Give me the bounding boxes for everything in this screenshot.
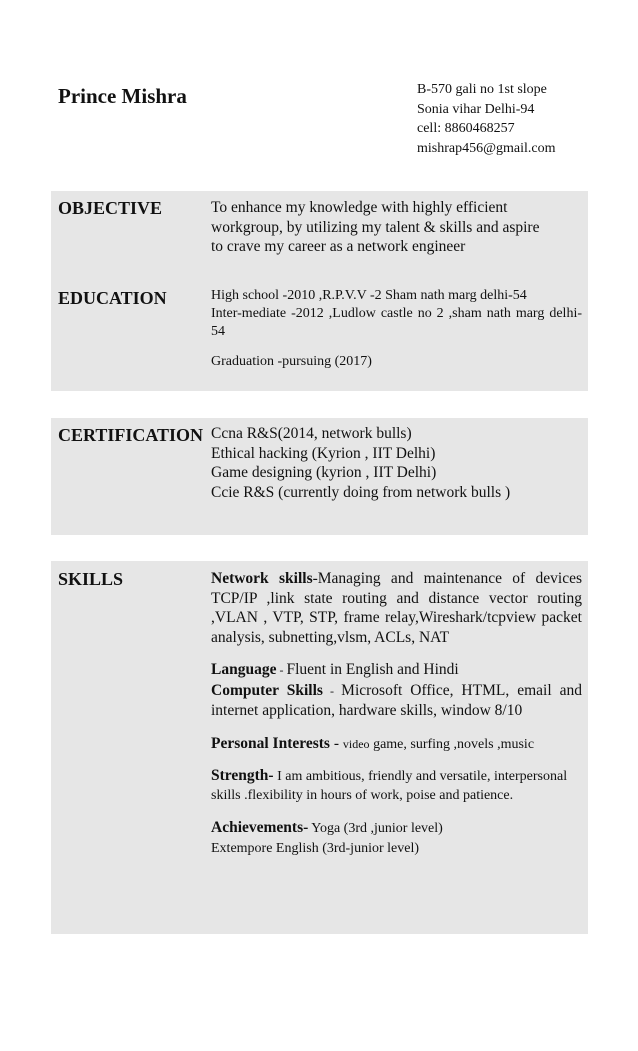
skills-panel — [51, 561, 588, 934]
certification-list — [211, 424, 582, 502]
certification-item: Ccie R&S (currently doing from network bulls ) — [211, 483, 511, 501]
strength — [211, 767, 582, 805]
achievements-label: Achievements- — [211, 819, 309, 836]
computer-skills-label: Computer Skills — [211, 681, 323, 699]
achievements-text: Yoga (3rd ,junior level) — [308, 821, 443, 836]
certification-item: Ethical hacking (Kyrion , IIT Delhi) — [211, 444, 436, 462]
skills-heading: SKILLS — [58, 569, 124, 589]
candidate-name: Prince Mishra — [58, 84, 187, 108]
email: mishrap456@gmail.com — [417, 140, 556, 156]
objective-line: workgroup, by utilizing my talent & skills and aspire — [211, 218, 540, 236]
contact-block — [417, 80, 555, 158]
network-skills-text: -Managing and maintenance of devices TCP/IP ,link state routing and distance vector routing ,VLAN , VTP, STP, frame relay,Wireshark/tcpview packet analysis, subnetting,vlsm, ACLs, NAT — [211, 570, 582, 646]
certification-item: Ccna R&S(2014, network bulls) — [211, 425, 412, 442]
network-skills — [211, 569, 582, 647]
skills-content — [211, 569, 582, 858]
education-school: High school -2010 ,R.P.V.V -2 Sham nath marg delhi-54 — [211, 288, 527, 303]
language-label: Language — [211, 661, 277, 678]
language-text: Fluent in English and Hindi — [286, 661, 459, 678]
achievements-line-2: Extempore English (3rd-junior level) — [211, 840, 419, 856]
address-line-1: B-570 gali no 1st slope — [417, 82, 547, 97]
education-text — [211, 287, 582, 371]
objective-heading: OBJECTIVE — [58, 198, 163, 218]
education-intermediate: Inter-mediate -2012 ,Ludlow castle no 2 ,sham nath marg delhi-54 — [211, 306, 582, 339]
objective-text — [211, 198, 582, 257]
computer-skills-text: Microsoft Office, HTML, email and internet application, hardware skills, window 8/10 — [211, 681, 583, 719]
achievements — [211, 818, 582, 858]
personal-interests: Personal Interests - video game, surfing ,novels ,music — [211, 734, 535, 752]
objective-line: to crave my career as a network engineer — [211, 238, 466, 255]
education-graduation: Graduation -pursuing (2017) — [211, 354, 372, 369]
interests-text: game, surfing ,novels ,music — [369, 736, 535, 752]
strength-text: I am ambitious, friendly and versatile, interpersonal skills .flexibility in hours of work, poise and patience. — [211, 769, 568, 803]
network-skills-label: Network skills — [211, 570, 313, 587]
certification-heading: CERTIFICATION — [58, 425, 204, 445]
objective-line: To enhance my knowledge with highly efficient — [211, 199, 508, 216]
objective-education-panel — [51, 191, 588, 391]
language-skill: Language - Fluent in English and Hindi — [211, 661, 459, 678]
strength-label: Strength- — [211, 767, 274, 784]
education-heading: EDUCATION — [58, 288, 167, 308]
phone: cell: 8860468257 — [417, 121, 515, 136]
certification-panel — [51, 418, 588, 535]
language-computer-skills — [211, 660, 582, 721]
computer-skill: Computer Skills - Microsoft Office, HTML, email and internet application, hardware skills, window 8/10 — [211, 681, 583, 719]
interests-label: Personal Interests — [211, 734, 330, 752]
certification-item: Game designing (kyrion , IIT Delhi) — [211, 464, 437, 481]
address-line-2: Sonia vihar Delhi-94 — [417, 101, 535, 117]
